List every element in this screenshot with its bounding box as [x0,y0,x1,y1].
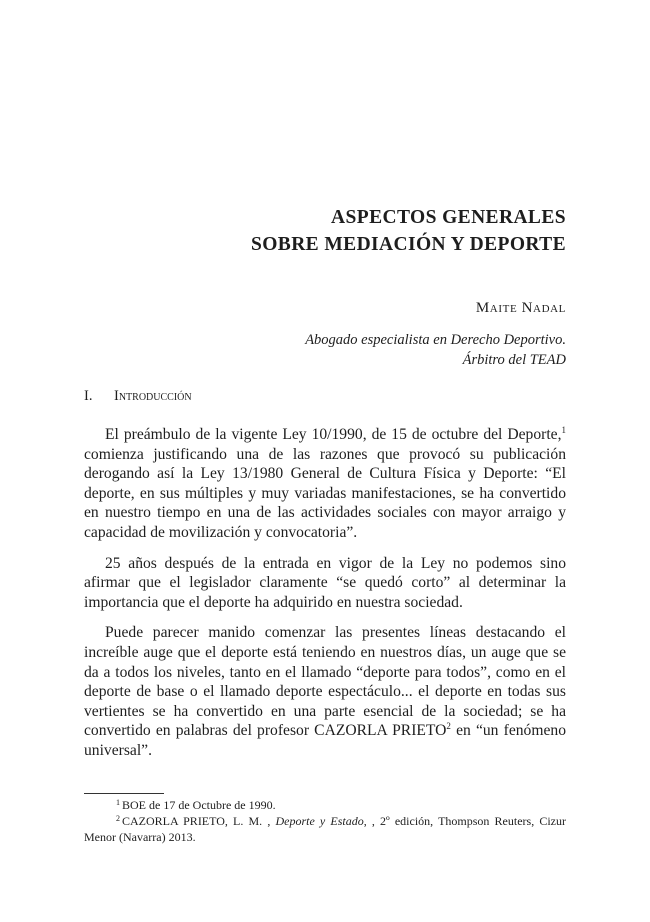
footnote-2 [84,813,566,845]
paragraph-2: 25 años después de la entrada en vigor de la Ley no podemos sino afirmar que el legislador claramente “se quedó corto” al determinar la importancia que el deporte ha adquirido en nuestra sociedad. [84,554,566,611]
affiliation-line-1: Abogado especialista en Derecho Deportivo. [305,332,566,348]
footnote-2-text-b: , , 2º edición, Thompson Reuters, Cizur Menor (Navarra) 2013. [84,814,566,844]
chapter-title-line-1: ASPECTOS GENERALES [331,207,566,228]
chapter-title-line-2: SOBRE MEDIACIÓN Y DEPORTE [250,234,566,255]
section-title: Introducción [114,388,192,404]
paragraph-1-text-a: El preámbulo de la vigente Ley 10/1990, de 15 de octubre del Deporte, [105,426,562,443]
footnote-divider [84,793,164,794]
footnote-ref-2[interactable]: 2 [446,721,451,732]
affiliation-line-2: Árbitro del TEAD [462,352,566,368]
paragraph-3 [84,623,566,760]
footnote-2-text-a: CAZORLA PRIETO, L. M. , [122,814,276,828]
footnote-1-number: 1 [116,798,120,807]
author-affiliation [305,330,566,370]
footnote-2-number: 2 [116,814,120,823]
footnote-2-book-title: Deporte y Estado [275,814,364,828]
body-text [84,425,566,772]
footnote-1 [84,797,566,813]
chapter-title [251,204,566,258]
paragraph-3-text-a: Puede parecer manido comenzar las presentes líneas destacando el increíble auge que el deporte está teniendo en nuestros días, un auge que se da a todos los niveles, tanto en el llamado “deporte para todos”, como en el deporte de base o el llamado deporte espectáculo... el deporte en todas sus vertientes se ha convertido en una parte esencial de la sociedad; se ha convertido en palabras del profesor CAZORLA PRIETO [84,624,566,740]
author-name: Maite Nadal [475,300,566,316]
footnote-ref-1[interactable]: 1 [561,424,566,435]
paragraph-3-text-b: en “un fenómeno universal”. [84,722,566,759]
paragraph-1-text-b: comienza justificando una de las razones que provocó su publicación derogando así la Ley 13/1980 General de Cultura Física y Deporte: “El deporte, en sus múltiples y muy variadas manifestaciones, se ha convertido en nuestro tiempo en una de las actividades sociales con mayor arraigo y capacidad de movilización y convocatoria”. [84,445,566,541]
footnote-1-text: BOE de 17 de Octubre de 1990. [122,798,276,812]
section-heading [84,388,192,405]
footnotes [84,797,566,845]
section-number: I. [84,388,93,404]
paragraph-1 [84,425,566,543]
